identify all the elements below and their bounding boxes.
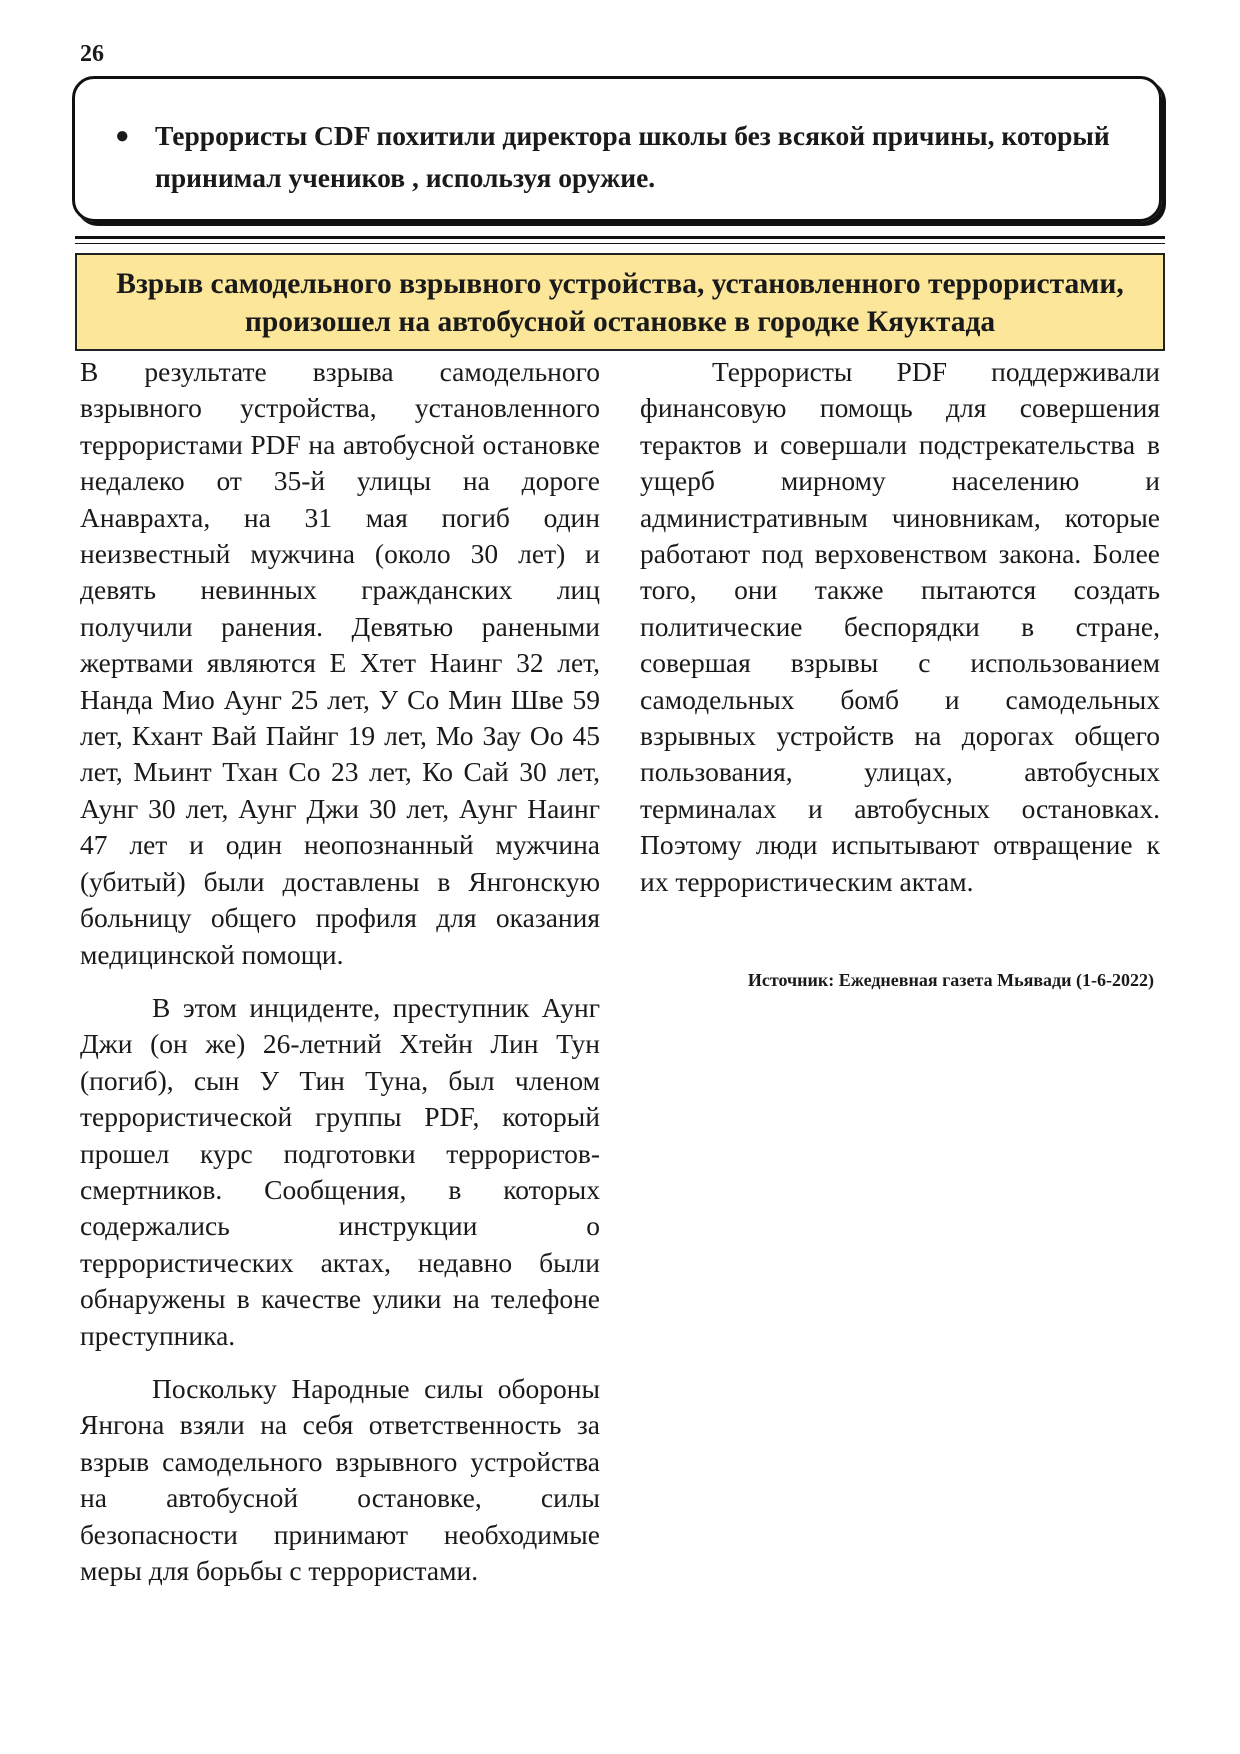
article-headline xyxy=(75,253,1165,351)
bullet-list xyxy=(113,115,1151,199)
bullet-dot-icon: ● xyxy=(115,123,130,149)
article-right-column xyxy=(640,354,1160,900)
article-source: Источник: Ежедневная газета Мьявади (1-6-2022) xyxy=(747,970,1154,990)
article-paragraph: В этом инциденте, преступник Аунг Джи (он же) 26-летний Хтейн Лин Тун (погиб), сын У Тин Туна, был членом террористической группы PDF, который прошел курс подготовки террористов-смертников. Сообщения, в которых содержались инструкции о террористических актах, недавно были обнаружены в качестве улики на телефоне преступника. xyxy=(80,991,600,1351)
bullet-item xyxy=(113,115,1151,199)
article-paragraph: Поскольку Народные силы обороны Янгона взяли на себя ответственность за взрыв самодельного взрывного устройства на автобусной остановке, силы безопасности принимают необходимые меры для борьбы с террористами. xyxy=(80,1372,600,1586)
headline-line-1: Взрыв самодельного взрывного устройства, установленного террористами, xyxy=(116,268,1124,300)
divider-thin xyxy=(75,243,1165,244)
bullet-text: Террористы CDF похитили директора школы без всякой причины, который принимал учеников , используя оружие. xyxy=(155,120,1110,193)
article-paragraph: Террористы PDF поддерживали финансовую помощь для совершения терактов и совершали подстрекательства в ущерб мирному населению и административным чиновникам, которые работают под верховенством закона. Более того, они также пытаются создать политические беспорядки в стране, совершая взрывы с использованием самодельных бомб и самодельных взрывных устройств на дорогах общего пользования, улицах, автобусных терминалах и автобусных остановках. Поэтому люди испытывают отвращение к их террористическим актам. xyxy=(640,356,1160,897)
headline-line-2: произошел на автобусной остановке в городке Кяуктада xyxy=(244,306,996,338)
article-paragraph: В результате взрыва самодельного взрывного устройства, установленного террористами PDF на автобусной остановке недалеко от 35-й улицы на дороге Анаврахта, на 31 мая погиб один неизвестный мужчина (около 30 лет) и девять невинных гражданских лиц получили ранения. Девятью ранеными жертвами являются Е Хтет Наинг 32 лет, Нанда Мио Аунг 25 лет, У Со Мин Шве 59 лет, Кхант Вай Пайнг 19 лет, Мо Зау Оо 45 лет, Мьинт Тхан Со 23 лет, Ко Сай 30 лет, Аунг 30 лет, Аунг Джи 30 лет, Аунг Наинг 47 лет и один неопознанный мужчина (убитый) были доставлены в Янгонскую больницу общего профиля для оказания медицинской помощи. xyxy=(80,356,600,970)
bullet-box xyxy=(72,76,1162,222)
page-number: 26 xyxy=(80,41,104,67)
article-left-column xyxy=(80,354,600,1589)
divider-thick xyxy=(75,236,1165,239)
